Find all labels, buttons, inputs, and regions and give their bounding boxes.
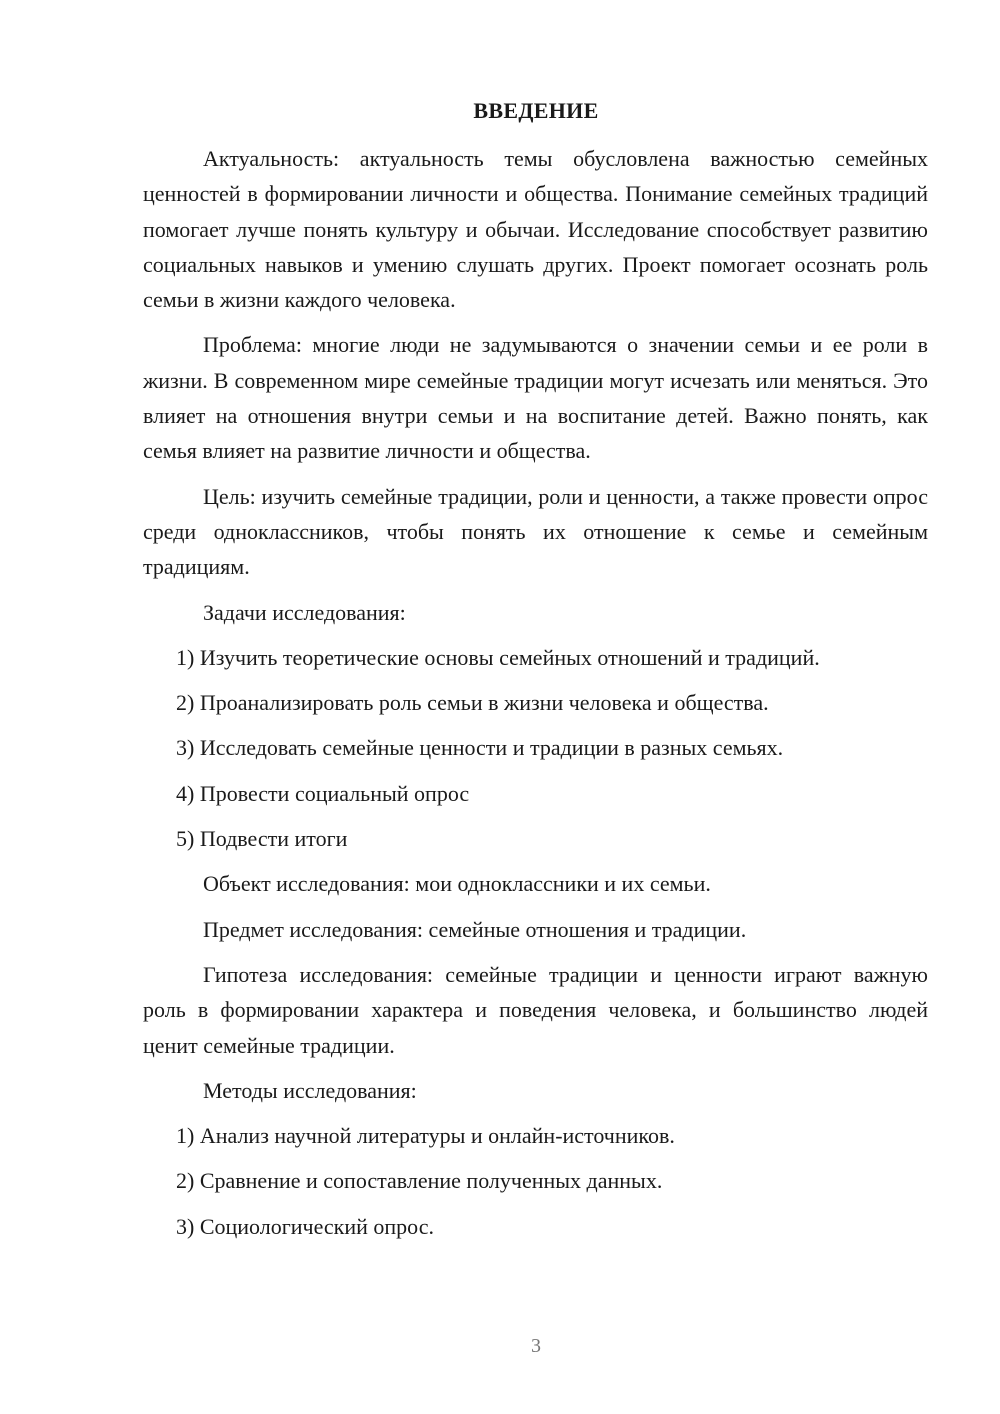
relevance-paragraph: Актуальность: актуальность темы обусловлена важностью семейных ценностей в формировании личности и общества. Понимание семейных традиций помогает лучше понять культуру и обычаи. Исследование способствует развитию социальных навыков и умению слушать других. Проект помогает осознать роль семьи в жизни каждого человека. xyxy=(143,146,928,313)
subject-line: Предмет исследования: семейные отношения и традиции. xyxy=(203,916,747,942)
method-item: 1) Анализ научной литературы и онлайн-источников. xyxy=(176,1123,675,1149)
task-item: 4) Провести социальный опрос xyxy=(176,780,470,806)
page-number: 3 xyxy=(531,1335,541,1357)
page-title: ВВЕДЕНИЕ xyxy=(473,98,599,123)
tasks-list xyxy=(143,640,928,856)
page-body xyxy=(143,141,928,1254)
problem-paragraph: Проблема: многие люди не задумываются о значении семьи и ее роли в жизни. В современном мире семейные традиции могут исчезать или меняться. Это влияет на отношения внутри семьи и на воспитание детей. Важно понять, как семья влияет на развитие личности и общества. xyxy=(143,332,928,464)
task-item: 1) Изучить теоретические основы семейных отношений и традиций. xyxy=(176,644,820,670)
method-item: 3) Социологический опрос. xyxy=(176,1213,434,1239)
tasks-heading: Задачи исследования: xyxy=(203,599,406,625)
task-item: 2) Проанализировать роль семьи в жизни человека и общества. xyxy=(176,690,769,716)
task-item: 5) Подвести итоги xyxy=(176,826,348,852)
hypothesis-paragraph: Гипотеза исследования: семейные традиции и ценности играют важную роль в формировании характера и поведения человека, и большинство людей ценит семейные традиции. xyxy=(143,961,928,1058)
goal-paragraph: Цель: изучить семейные традиции, роли и ценности, а также провести опрос среди одноклассников, чтобы понять их отношение к семье и семейным традициям. xyxy=(143,483,928,580)
object-line: Объект исследования: мои одноклассники и их семьи. xyxy=(203,871,711,897)
methods-heading: Методы исследования: xyxy=(203,1077,417,1103)
methods-list xyxy=(143,1118,928,1244)
method-item: 2) Сравнение и сопоставление полученных данных. xyxy=(176,1168,663,1194)
task-item: 3) Исследовать семейные ценности и традиции в разных семьях. xyxy=(176,735,784,761)
